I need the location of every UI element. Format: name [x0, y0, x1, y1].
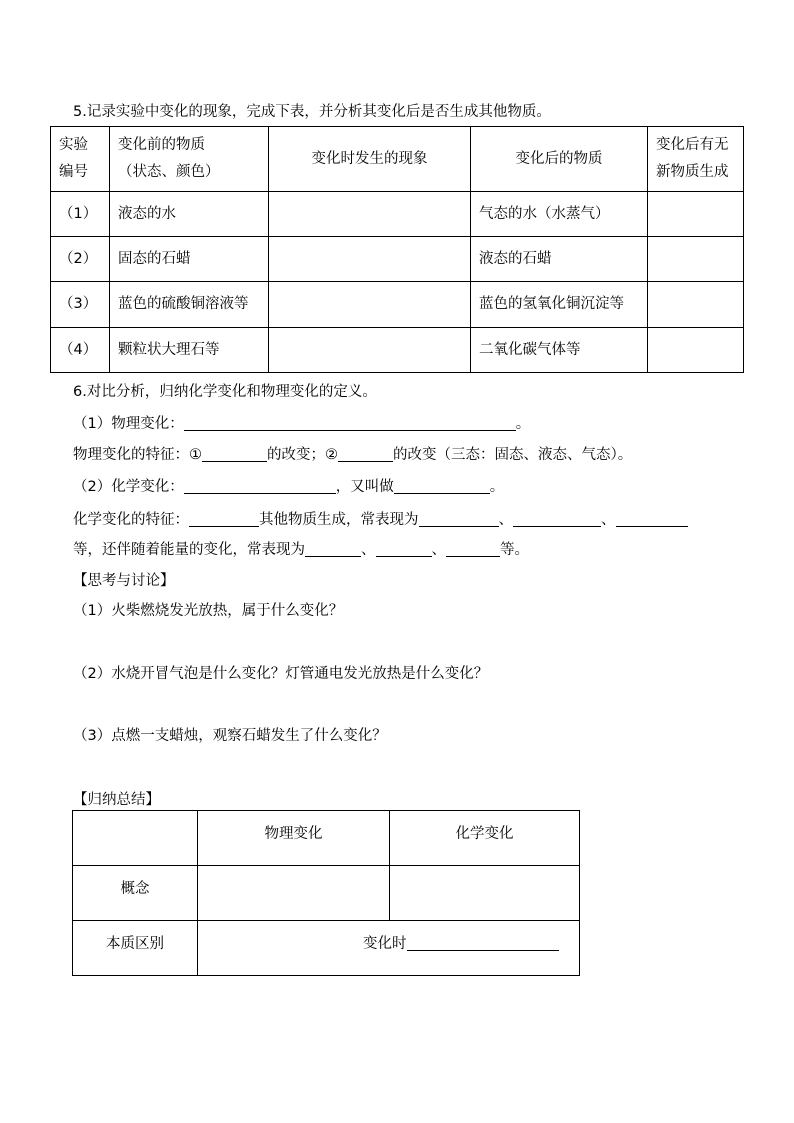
table-row — [73, 866, 580, 921]
cell-new[interactable] — [648, 328, 744, 373]
row-concept-label: 概念 — [73, 866, 198, 921]
cell-after: 液态的石蜡 — [471, 237, 648, 282]
answer-blank[interactable] — [189, 510, 259, 527]
cell-num: （1） — [51, 192, 110, 237]
answer-blank[interactable] — [338, 445, 393, 462]
label: （2）化学变化： — [73, 479, 184, 495]
label: 化学变化的特征： — [73, 512, 189, 528]
header-physical-change: 物理变化 — [198, 811, 390, 866]
cell-after: 气态的水（水蒸气） — [471, 192, 648, 237]
cell-new[interactable] — [648, 237, 744, 282]
discussion-question-2: （2）水烧开冒气泡是什么变化？灯管通电发光放热是什么变化？ — [73, 666, 489, 682]
label: 。 — [515, 416, 531, 432]
physical-change-features — [73, 443, 632, 464]
table-row — [51, 192, 744, 237]
label: 物理变化的特征：① — [73, 447, 202, 463]
label: 、 — [361, 542, 376, 558]
label: 、 — [498, 512, 513, 528]
header-label: 变化前的物质 — [118, 137, 205, 153]
cell-num: （2） — [51, 237, 110, 282]
label: ，又叫做 — [335, 479, 394, 495]
q6-title: 6.对比分析，归纳化学变化和物理变化的定义。 — [73, 384, 377, 400]
header-label: 变化后有无 — [656, 137, 729, 153]
summary-heading: 【归纳总结】 — [73, 792, 160, 808]
physical-change-definition — [73, 412, 530, 433]
answer-blank[interactable] — [202, 445, 267, 462]
energy-change-line — [73, 538, 529, 559]
header-new-substance — [648, 127, 744, 192]
table-header-row — [73, 811, 580, 866]
answer-blank[interactable] — [376, 540, 432, 557]
answer-blank[interactable] — [446, 540, 500, 557]
experiment-table — [50, 126, 744, 373]
cell-essence — [198, 921, 580, 976]
answer-blank[interactable] — [184, 477, 336, 494]
table-row — [51, 328, 744, 373]
row-essence-label: 本质区别 — [73, 921, 198, 976]
header-before — [110, 127, 269, 192]
q5-title: 5.记录实验中变化的现象，完成下表，并分析其变化后是否生成其他物质。 — [73, 104, 551, 120]
cell-before: 蓝色的硫酸铜溶液等 — [110, 282, 269, 328]
cell-during[interactable] — [269, 237, 471, 282]
discussion-question-3: （3）点燃一支蜡烛，观察石蜡发生了什么变化？ — [73, 728, 387, 744]
cell-new[interactable] — [648, 282, 744, 328]
cell-before: 液态的水 — [110, 192, 269, 237]
answer-blank[interactable] — [394, 477, 490, 494]
label: 、 — [601, 512, 616, 528]
header-chemical-change: 化学变化 — [390, 811, 580, 866]
answer-blank[interactable] — [184, 414, 516, 431]
cell-physical-concept[interactable] — [198, 866, 390, 921]
cell-new[interactable] — [648, 192, 744, 237]
cell-before: 颗粒状大理石等 — [110, 328, 269, 373]
label: （1）物理变化： — [73, 416, 184, 432]
label: 其他物质生成，常表现为 — [259, 512, 419, 528]
cell-num: （3） — [51, 282, 110, 328]
header-label: 编号 — [59, 164, 88, 180]
header-label: 实验 — [59, 137, 88, 153]
answer-blank[interactable] — [305, 540, 361, 557]
answer-blank[interactable] — [407, 934, 559, 951]
summary-corner-cell — [73, 811, 198, 866]
label: 的改变（三态：固态、液态、气态）。 — [393, 447, 633, 463]
table-row — [51, 237, 744, 282]
label: 的改变；② — [267, 447, 338, 463]
answer-blank[interactable] — [419, 510, 499, 527]
cell-during[interactable] — [269, 192, 471, 237]
discussion-question-1: （1）火柴燃烧发光放热，属于什么变化？ — [73, 603, 344, 619]
answer-blank[interactable] — [513, 510, 601, 527]
cell-after: 蓝色的氢氧化铜沉淀等 — [471, 282, 648, 328]
answer-blank[interactable] — [616, 510, 688, 527]
discussion-heading: 【思考与讨论】 — [73, 573, 175, 589]
table-row — [73, 921, 580, 976]
table-row — [51, 282, 744, 328]
label: 等。 — [500, 542, 529, 558]
header-experiment-number — [51, 127, 110, 192]
label: 变化时 — [363, 936, 407, 952]
cell-before: 固态的石蜡 — [110, 237, 269, 282]
cell-during[interactable] — [269, 328, 471, 373]
cell-chemical-concept[interactable] — [390, 866, 580, 921]
header-label: 新物质生成 — [656, 164, 729, 180]
summary-table — [72, 810, 580, 976]
header-during: 变化时发生的现象 — [269, 127, 471, 192]
header-label: （状态、颜色） — [118, 164, 220, 180]
label: 。 — [489, 479, 505, 495]
label: 等，还伴随着能量的变化，常表现为 — [73, 542, 305, 558]
header-after: 变化后的物质 — [471, 127, 648, 192]
label: 、 — [431, 542, 446, 558]
cell-during[interactable] — [269, 282, 471, 328]
cell-num: （4） — [51, 328, 110, 373]
chemical-change-features — [73, 508, 688, 529]
chemical-change-definition — [73, 475, 504, 496]
cell-after: 二氧化碳气体等 — [471, 328, 648, 373]
table-header-row — [51, 127, 744, 192]
